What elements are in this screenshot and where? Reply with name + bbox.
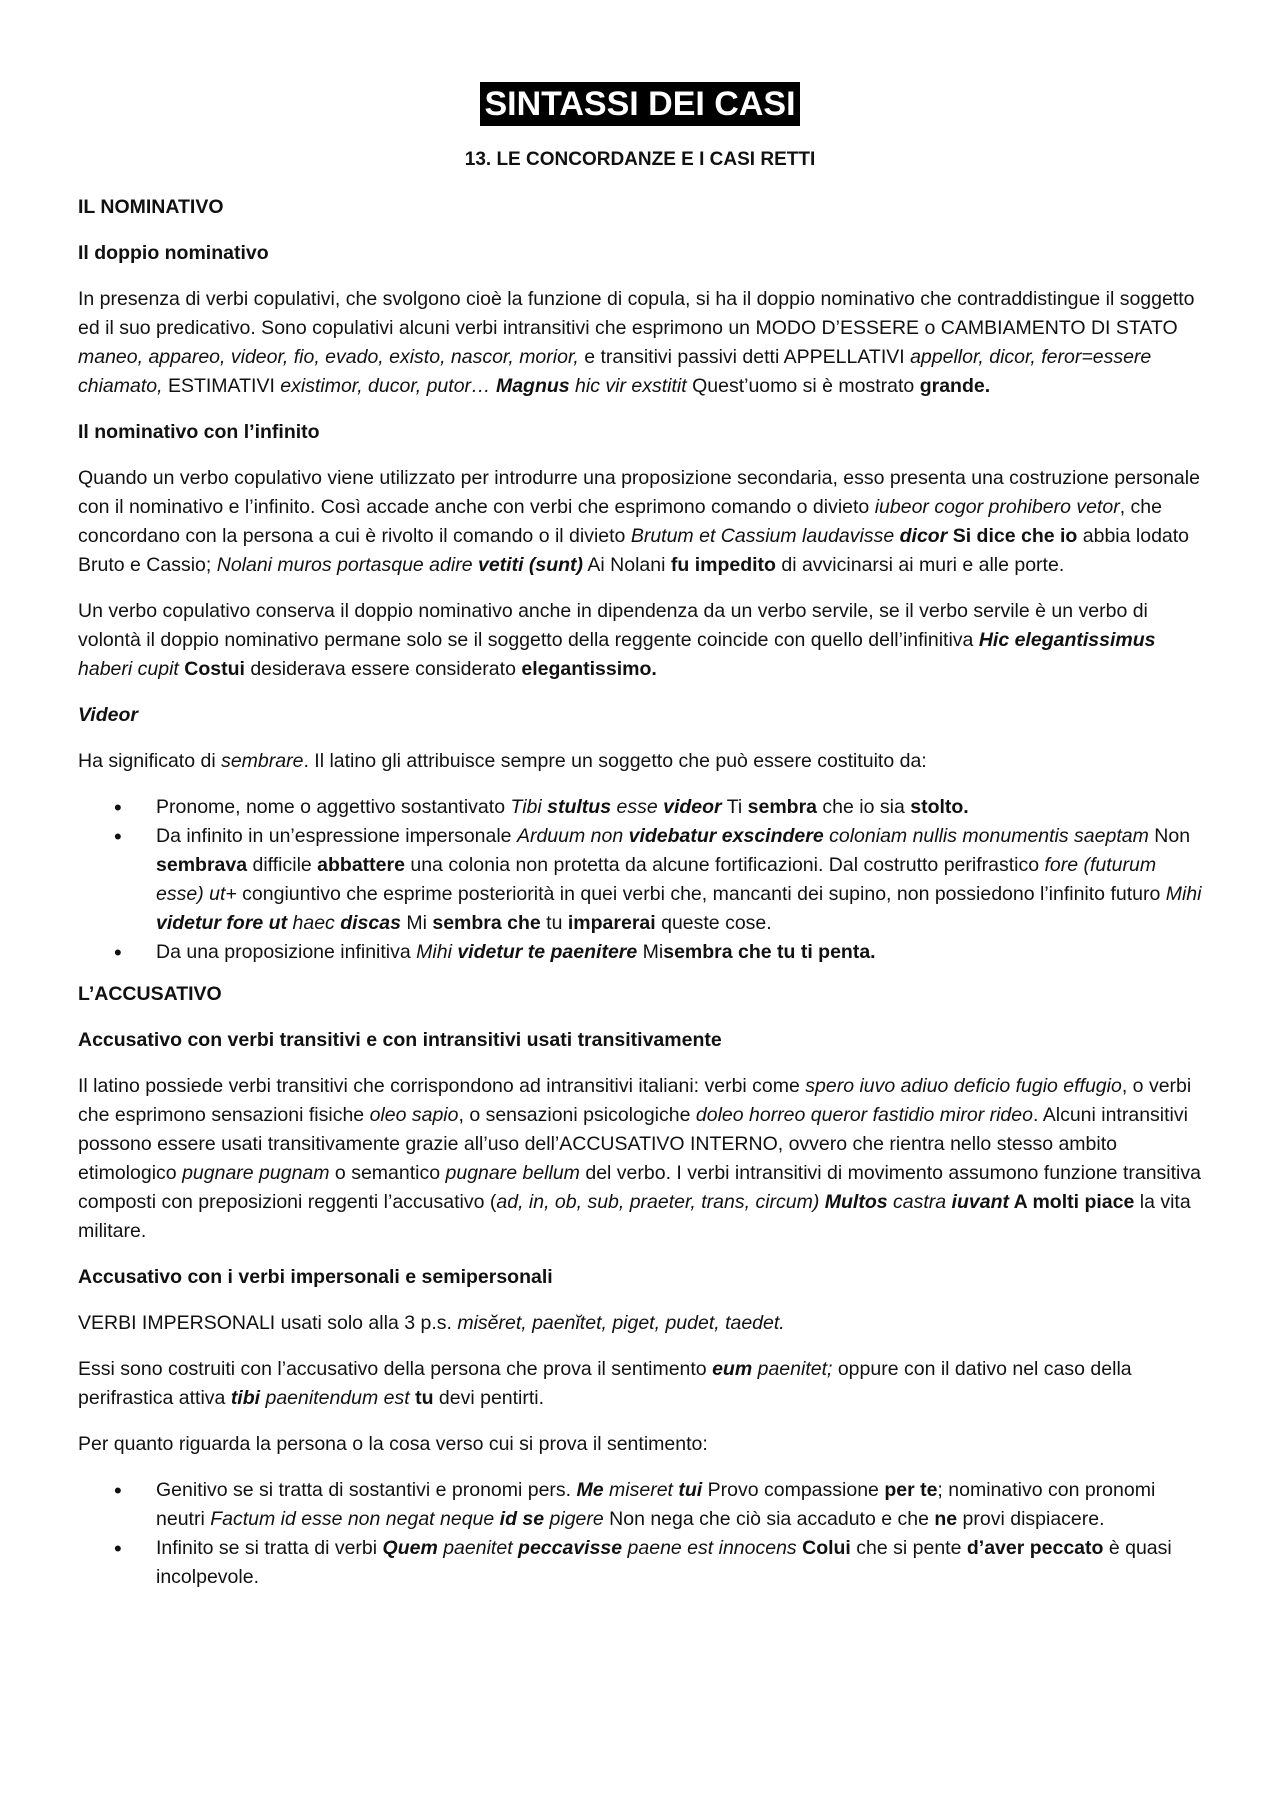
list-item: • Da una proposizione infinitiva Mihi videtur te paenitere Misembra che tu ti penta. bbox=[156, 938, 1208, 967]
page-title: SINTASSI DEI CASI bbox=[480, 82, 799, 126]
list-item: • Da infinito in un’espressione impersonale Arduum non videbatur exscindere coloniam nullis monumentis saeptam Non sembrava difficile abbattere una colonia non protetta da alcune fortificazioni. Dal costrutto perifrastico fore (futurum esse) ut+ congiuntivo che esprime posteriorità in quei verbi che, mancanti dei supino, non possiedono l’infinito futuro Mihi videtur fore ut haec discas Mi sembra che tu imparerai queste cose. bbox=[156, 822, 1208, 938]
section-heading-accusativo: L’ACCUSATIVO bbox=[78, 983, 222, 1005]
list-item: • Genitivo se si tratta di sostantivi e pronomi pers. Me miseret tui Provo compassione per te; nominativo con pronomi neutri Factum id esse non negat neque id se pigere Non nega che ciò sia accaduto e che ne provi dispiacere. bbox=[156, 1476, 1208, 1534]
paragraph-accusativo-transitivi: Il latino possiede verbi transitivi che corrispondono ad intransitivi italiani: verbi come spero iuvo adiuo deficio fugio effugio, o verbi che esprimono sensazioni fisiche oleo sapio, o sensazioni psicologiche doleo horreo queror fastidio miror rideo. Alcuni intransitivi possono essere usati transitivamente grazie all’uso dell’ACCUSATIVO INTERNO, ovvero che rientra nello stesso ambito etimologico pugnare pugnam o semantico pugnare bellum del verbo. I verbi intransitivi di movimento assumono funzione transitiva composti con preposizioni reggenti l’accusativo (ad, in, ob, sub, praeter, trans, circum) Multos castra iuvant A molti piace la vita militare. bbox=[78, 1075, 1201, 1242]
list-item: • Pronome, nome o aggettivo sostantivato Tibi stultus esse videor Ti sembra che io sia stolto. bbox=[156, 793, 1208, 822]
paragraph-verbi-impersonali: VERBI IMPERSONALI usati solo alla 3 p.s. misĕret, paenĭtet, piget, pudet, taedet. bbox=[78, 1312, 785, 1334]
paragraph-nominativo-infinito-2: Un verbo copulativo conserva il doppio nominativo anche in dipendenza da un verbo servile, se il verbo servile è un verbo di volontà il doppio nominativo permane solo se il soggetto della reggente coincide con quello dell’infinitiva Hic elegantissimus haberi cupit Costui desiderava essere considerato elegantissimo. bbox=[78, 600, 1156, 680]
subheading-videor: Videor bbox=[78, 704, 138, 726]
subheading-doppio-nominativo: Il doppio nominativo bbox=[78, 242, 269, 264]
subheading-accusativo-impersonali: Accusativo con i verbi impersonali e semipersonali bbox=[78, 1266, 553, 1288]
paragraph-doppio-nominativo: In presenza di verbi copulativi, che svolgono cioè la funzione di copula, si ha il doppio nominativo che contraddistingue il soggetto ed il suo predicativo. Sono copulativi alcuni verbi intransitivi che esprimono un MODO D’ESSERE o CAMBIAMENTO DI STATO maneo, appareo, videor, fio, evado, existo, nascor, morior, e transitivi passivi detti APPELLATIVI appellor, dicor, feror=essere chiamato, ESTIMATIVI existimor, ducor, putor… Magnus hic vir exstitit Quest’uomo si è mostrato grande. bbox=[78, 288, 1195, 397]
paragraph-impersonali-costruzione: Essi sono costruiti con l’accusativo della persona che prova il sentimento eum paenitet; oppure con il dativo nel caso della perifrastica attiva tibi paenitendum est tu devi pentirti. bbox=[78, 1358, 1132, 1409]
page-subtitle: 13. LE CONCORDANZE E I CASI RETTI bbox=[464, 149, 816, 170]
subheading-accusativo-transitivi: Accusativo con verbi transitivi e con intransitivi usati transitivamente bbox=[78, 1029, 722, 1051]
subheading-nominativo-infinito: Il nominativo con l’infinito bbox=[78, 421, 320, 443]
document-body bbox=[78, 193, 1208, 1605]
section-heading-nominativo: IL NOMINATIVO bbox=[78, 196, 224, 218]
title-wrap bbox=[0, 82, 1280, 126]
list-item: • Infinito se si tratta di verbi Quem paenitet peccavisse paene est innocens Colui che si pente d’aver peccato è quasi incolpevole. bbox=[156, 1534, 1208, 1592]
list-videor bbox=[78, 793, 1208, 967]
list-impersonali bbox=[78, 1476, 1208, 1592]
paragraph-videor-intro: Ha significato di sembrare. Il latino gli attribuisce sempre un soggetto che può essere costituito da: bbox=[78, 750, 927, 772]
paragraph-nominativo-infinito-1: Quando un verbo copulativo viene utilizzato per introdurre una proposizione secondaria, esso presenta una costruzione personale con il nominativo e l’infinito. Così accade anche con verbi che esprimono comando o divieto iubeor cogor prohibero vetor, che concordano con la persona a cui è rivolto il comando o il divieto Brutum et Cassium laudavisse dicor Si dice che io abbia lodato Bruto e Cassio; Nolani muros portasque adire vetiti (sunt) Ai Nolani fu impedito di avvicinarsi ai muri e alle porte. bbox=[78, 467, 1200, 576]
paragraph-impersonali-sentimento: Per quanto riguarda la persona o la cosa verso cui si prova il sentimento: bbox=[78, 1433, 708, 1455]
